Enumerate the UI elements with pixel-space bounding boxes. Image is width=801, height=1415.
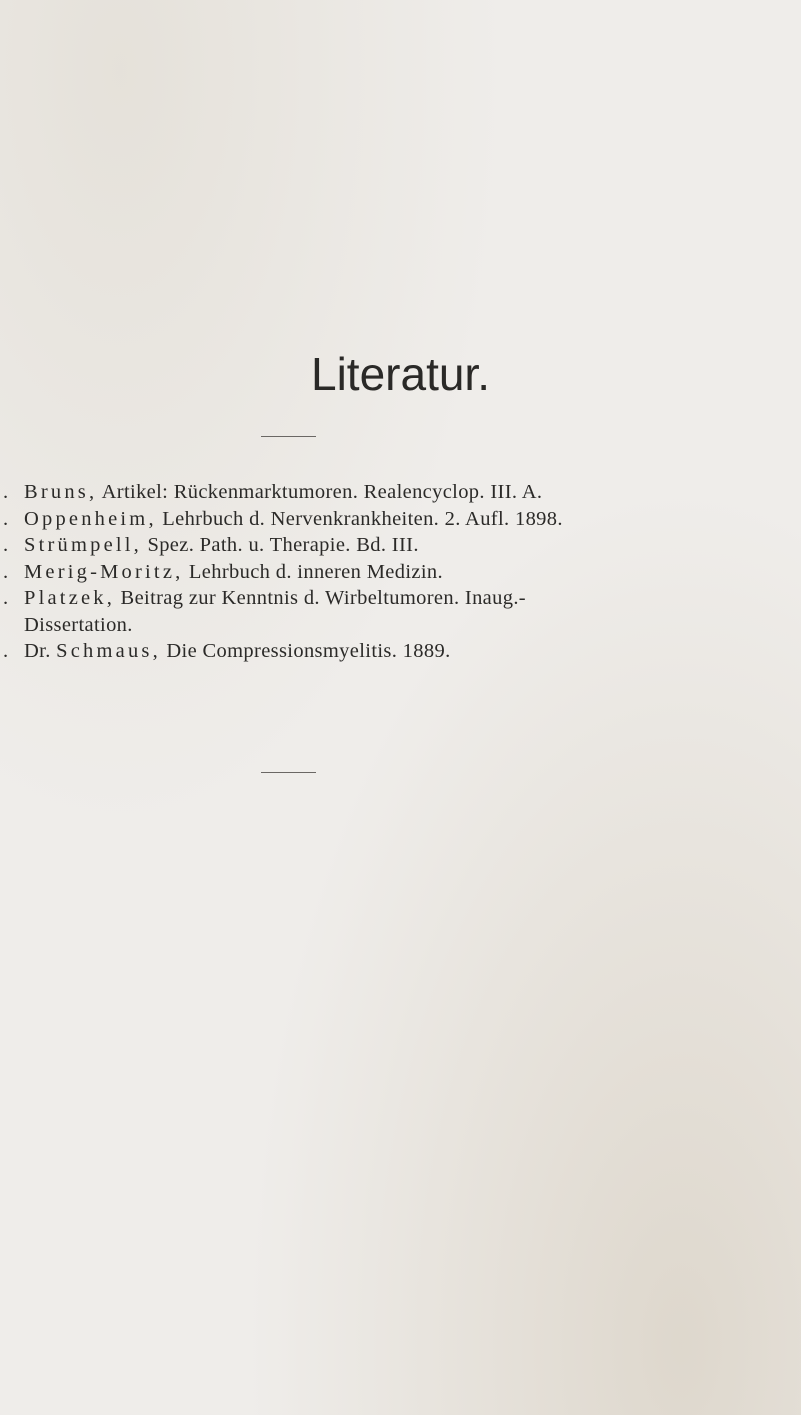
reference-marker: . [3, 587, 9, 609]
reference-list [0, 479, 801, 665]
reference-text: Die Compressionsmyelitis. 1889. [160, 640, 451, 662]
reference-marker: . [3, 534, 9, 556]
reference-text: Beitrag zur Kenntnis d. Wirbeltumoren. Inaug.- [115, 587, 526, 609]
reference-author: Platzek, [24, 587, 116, 609]
reference-item [0, 479, 801, 506]
reference-marker: . [3, 507, 9, 530]
reference-author: Bruns, [24, 481, 98, 503]
reference-author: Schmaus, [56, 640, 161, 662]
reference-item [0, 638, 801, 665]
reference-text: Artikel: Rückenmarktumoren. Realencyclop. III. A. [97, 481, 543, 503]
reference-text: Lehrbuch d. inneren Medizin. [183, 560, 443, 583]
reference-continuation: Dissertation. [24, 613, 133, 636]
reference-text: Spez. Path. u. Therapie. Bd. III. [141, 534, 419, 556]
reference-item [0, 532, 801, 559]
reference-item [0, 506, 801, 533]
reference-marker: . [3, 560, 9, 583]
reference-item [0, 585, 801, 638]
reference-marker: . [3, 481, 9, 503]
reference-prefix: Dr. [24, 640, 57, 662]
reference-item [0, 559, 801, 586]
bottom-divider [261, 772, 316, 773]
page-title: Literatur. [311, 348, 490, 400]
reference-author: Oppenheim, [24, 507, 157, 530]
reference-author: Merig-Moritz, [24, 560, 184, 583]
reference-text: Lehrbuch d. Nervenkrankheiten. 2. Aufl. 1898. [156, 507, 563, 530]
top-divider [261, 436, 316, 437]
reference-marker: . [3, 640, 9, 662]
reference-author: Strümpell, [24, 534, 142, 556]
